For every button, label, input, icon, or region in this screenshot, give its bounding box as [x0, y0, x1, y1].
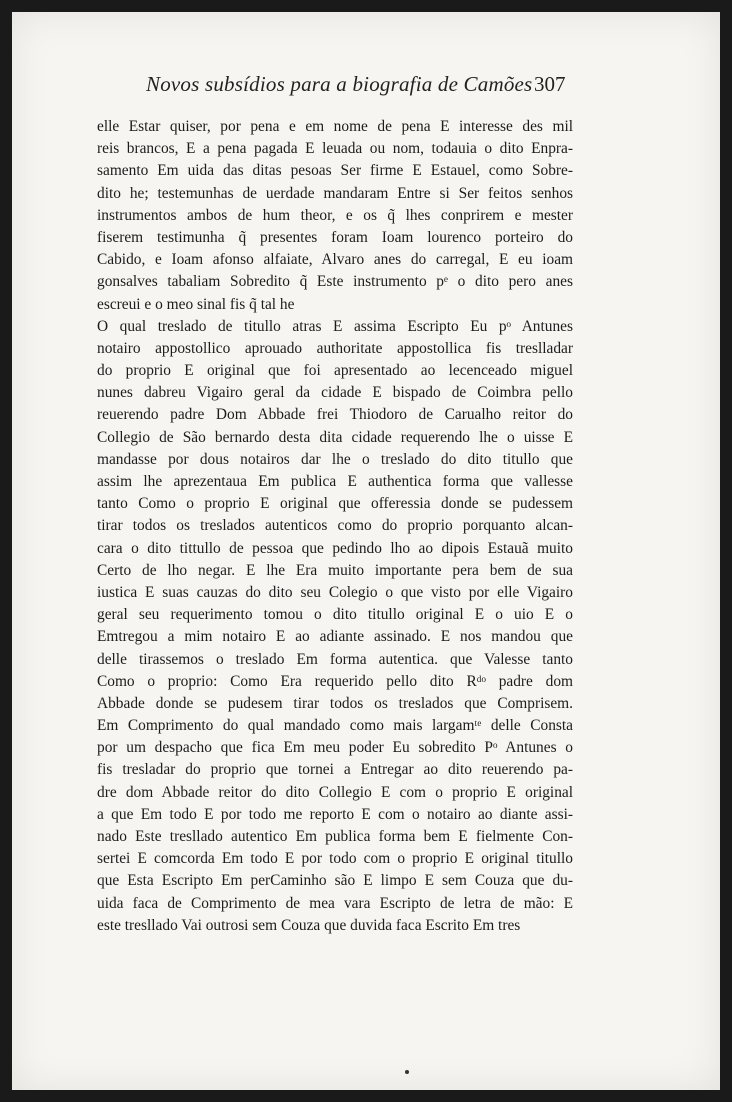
text-line: cara o dito tittullo de pessoa que pedindo lho ao dipois Estauã muito — [97, 539, 573, 557]
text-line: assim lhe aprezentaua Em publica E authentica forma que vallesse — [97, 473, 573, 490]
text-line: delle tirassemos o treslado Em forma autentica. que Valesse tanto — [97, 650, 573, 668]
text-line: instrumentos ambos de hum theor, e os q̃ lhes conprirem e mester — [97, 206, 573, 224]
page-number: 307 — [534, 72, 566, 96]
text-line: escreui e o meo sinal fis q̃ tal he — [97, 295, 295, 313]
text-line: Em Comprimento do qual mandado como mais largamᵗᵉ delle Consta — [97, 717, 573, 735]
text-line: Como o proprio: Como Era requerido pello dito Rᵈᵒ padre dom — [97, 672, 573, 690]
text-line: Certo de lho negar. E lhe Era muito importante pera bem de sua — [97, 561, 573, 579]
body-text — [97, 116, 573, 937]
text-line: Cabido, e Ioam afonso alfaiate, Alvaro anes do carregal, E eu ioam — [97, 251, 573, 269]
text-line: geral seu requerimento tomou o dito titullo original E o uio E o — [97, 606, 573, 624]
text-line: dre dom Abbade reitor do dito Collegio E com o proprio E original — [97, 783, 573, 801]
text-line: reuerendo padre Dom Abbade frei Thiodoro de Carualho reitor do — [97, 406, 573, 424]
text-line: fiserem testimunha q̃ presentes foram Ioam lourenco porteiro do — [97, 228, 573, 246]
text-line: fis tresladar do proprio que tornei a Entregar ao dito reuerendo pa- — [97, 761, 573, 779]
text-line: a que Em todo E por todo me reporto E com o notairo ao diante assi- — [97, 805, 573, 823]
running-title: Novos subsídios para a biografia de Camões — [146, 72, 533, 96]
text-line: que Esta Escripto Em perCaminho são E limpo E sem Couza que du- — [97, 872, 573, 890]
text-line: notairo appostollico aprouado authoritate appostollica fis treslladar — [97, 339, 573, 357]
text-line: gonsalves tabaliam Sobredito q̃ Este instrumento pᵉ o dito pero anes — [97, 273, 573, 291]
page-header — [12, 72, 720, 102]
text-line: Collegio de São bernardo desta dita cidade requerendo lhe o uisse E — [97, 428, 573, 446]
text-line: uida faca de Comprimento de mea vara Escripto de letra de mão: E — [97, 894, 573, 912]
text-line: reis brancos, E a pena pagada E leuada ou nom, todauia o dito Enpra- — [97, 140, 573, 158]
text-line: elle Estar quiser, por pena e em nome de pena E interesse des mil — [97, 118, 573, 135]
text-line: dito he; testemunhas de uerdade mandaram Entre si Ser feitos senhos — [97, 184, 573, 202]
text-line: nunes dabreu Vigairo geral da cidade E bispado de Coimbra pello — [97, 384, 573, 402]
text-line: este tresllado Vai outrosi sem Couza que duvida faca Escrito Em tres — [97, 916, 521, 934]
text-line: Abbade donde se pudesem tirar todos os treslados que Comprisem. — [97, 694, 573, 712]
text-line: mandasse por dous notairos dar lhe o treslado do dito titullo que — [97, 450, 573, 468]
text-line: por um despacho que fica Em meu poder Eu sobredito Pᵒ Antunes o — [97, 739, 573, 757]
text-line: do proprio E original que foi apresentado ao lecenceado miguel — [97, 362, 573, 380]
text-line: Emtregou a mim notairo E ao adiante assinado. E nos mandou que — [97, 628, 573, 646]
text-line: tanto Como o proprio E original que offeressia donde se pudessem — [97, 495, 573, 513]
text-line: tirar todos os treslados autenticos como do proprio porquanto alcan- — [97, 517, 573, 535]
text-line: O qual treslado de titullo atras E assima Escripto Eu pᵒ Antunes — [97, 317, 573, 335]
text-line: samento Em uida das ditas pesoas Ser firme E Estauel, como Sobre- — [97, 162, 573, 180]
book-page — [12, 12, 720, 1090]
text-line: iustica E suas cauzas do dito seu Colegio o que visto por elle Vigairo — [97, 583, 573, 601]
text-line: nado Este tresllado autentico Em publica forma bem E fielmente Con- — [97, 828, 573, 845]
text-line: sertei E comcorda Em todo E por todo com o proprio E original titullo — [97, 850, 573, 868]
ink-speck — [405, 1070, 409, 1074]
